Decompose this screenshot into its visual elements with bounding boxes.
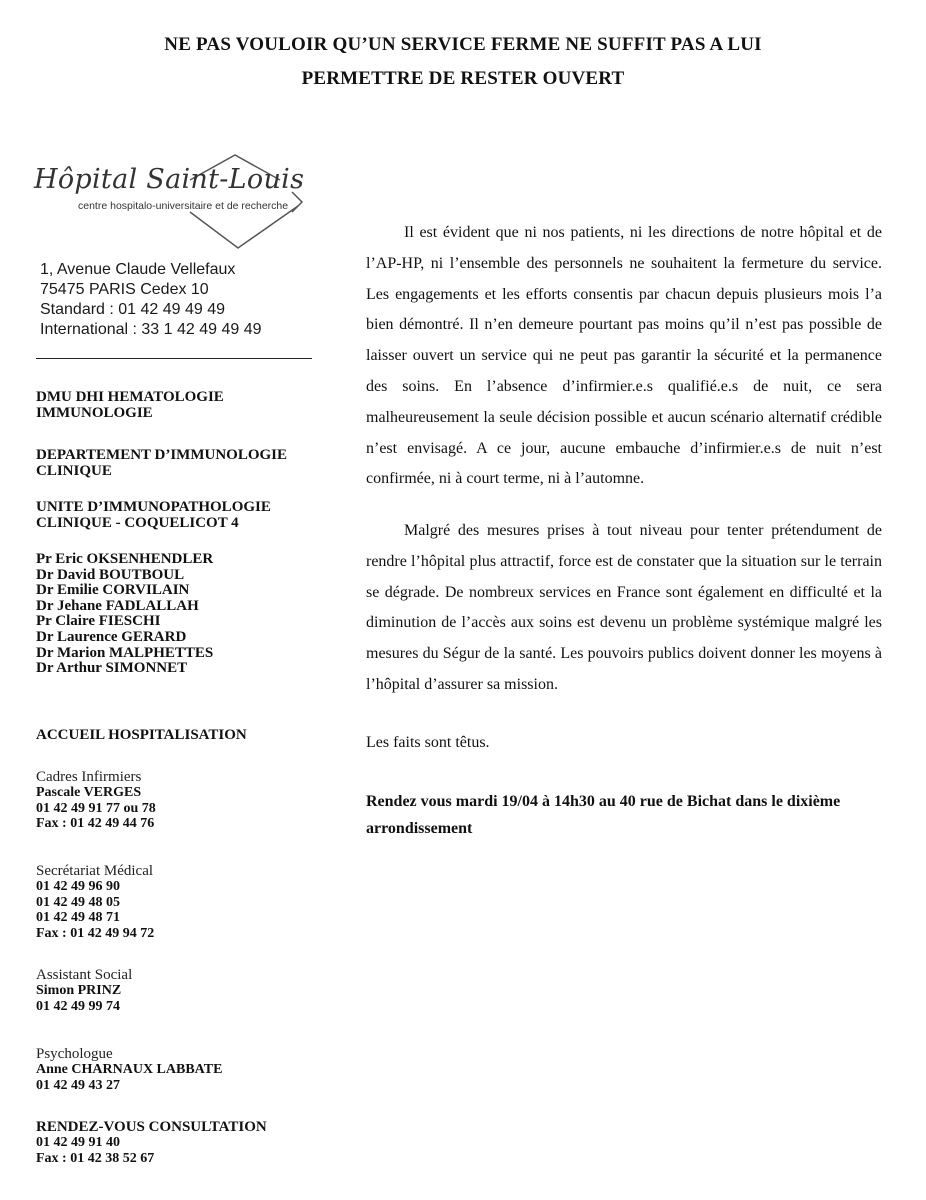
- logo-subtitle: centre hospitalo-universitaire et de recherche: [78, 200, 289, 212]
- secretariat-phone: 01 42 49 48 05: [36, 894, 120, 910]
- unite-heading: UNITE D’IMMUNOPATHOLOGIE CLINIQUE - COQUELICOT 4: [36, 499, 271, 531]
- logo-name: Hôpital Saint-Louis: [34, 164, 305, 195]
- secretariat-phone: 01 42 49 96 90: [36, 879, 120, 894]
- secretariat-label: Secrétariat Médical: [36, 863, 154, 879]
- title-line-2: PERMETTRE DE RESTER OUVERT: [301, 68, 625, 89]
- address-city: 75475 PARIS Cedex 10: [40, 281, 209, 298]
- rdv-consultation-phone: 01 42 49 91 40: [36, 1135, 120, 1150]
- rdv-consultation-block: [36, 1119, 336, 1166]
- rdv-consultation-label: RENDEZ-VOUS CONSULTATION: [36, 1119, 267, 1135]
- hospital-address: [40, 260, 262, 340]
- doctor-name: Dr Arthur SIMONNET: [36, 660, 188, 677]
- assistant-name: Simon PRINZ: [36, 983, 122, 998]
- cadres-phone: 01 42 49 91 77 ou 78: [36, 800, 156, 816]
- psychologue-label: Psychologue: [36, 1046, 113, 1062]
- cadres-label: Cadres Infirmiers: [36, 769, 142, 785]
- body-paragraph-1: Il est évident que ni nos patients, ni les directions de notre hôpital et de l’AP-HP, ni l’ensemble des personnels ne souhaitent la fermeture du service. Les engagements et les efforts consentis par chacun depuis plusieurs mois l’a bien démontré. Il n’en demeure pourtant pas moins qu’il n’est pas possible de laisser ouvert un service qui ne peut pas garantir la sécurité et la permanence des soins. En l’absence d’infirmier.e.s qualifié.e.s de nuit, ce sera malheureusement la seule décision possible et aucun scénario alternatif crédible n’est envisagé. A ce jour, aucune embauche d’infirmier.e.s de nuit n’est confirmée, ni à court terme, ni à l’automne.: [366, 224, 882, 488]
- doctor-name: Dr David BOUTBOUL: [36, 566, 185, 583]
- rdv-consultation-fax: Fax : 01 42 38 52 67: [36, 1150, 155, 1166]
- secretariat-block: [36, 863, 336, 941]
- secretariat-fax: Fax : 01 42 49 94 72: [36, 925, 155, 941]
- doctor-name: Pr Eric OKSENHENDLER: [36, 551, 214, 567]
- dmu-heading: DMU DHI HEMATOLOGIE IMMUNOLOGIE: [36, 389, 224, 421]
- cadres-block: [36, 769, 336, 832]
- body-paragraph-2: Malgré des mesures prises à tout niveau pour tenter prétendument de rendre l’hôpital plus attractif, force est de constater que la situation sur le terrain se dégrade. De nombreux services en France sont également en difficulté et la diminution de l’accès aux soins est devenu un problème systémique malgré les mesures du Ségur de la santé. Les pouvoirs publics doivent donner les moyens à l’hôpital d’assurer sa mission.: [366, 522, 882, 693]
- address-street: 1, Avenue Claude Vellefaux: [40, 261, 236, 278]
- address-divider: [36, 358, 312, 359]
- psychologue-block: [36, 1046, 336, 1093]
- rendezvous-announcement: Rendez vous mardi 19/04 à 14h30 au 40 rue de Bichat dans le dixième arrondissement: [366, 793, 841, 837]
- doctor-name: Dr Laurence GERARD: [36, 628, 187, 645]
- doctors-list: [36, 552, 336, 677]
- cadres-name: Pascale VERGES: [36, 785, 142, 800]
- address-international: International : 33 1 42 49 49 49: [40, 321, 262, 338]
- doctor-name: Dr Jehane FADLALLAH: [36, 597, 199, 614]
- doctor-name: Pr Claire FIESCHI: [36, 613, 161, 630]
- psychologue-phone: 01 42 49 43 27: [36, 1077, 120, 1093]
- address-standard: Standard : 01 42 49 49 49: [40, 301, 226, 318]
- doctor-name: Dr Emilie CORVILAIN: [36, 582, 190, 599]
- cadres-fax: Fax : 01 42 49 44 76: [36, 816, 155, 831]
- secretariat-phone: 01 42 49 48 71: [36, 910, 120, 925]
- accueil-heading: ACCUEIL HOSPITALISATION: [36, 727, 247, 743]
- document-title: [0, 28, 926, 96]
- hospital-logo: [30, 150, 340, 260]
- doctor-name: Dr Marion MALPHETTES: [36, 644, 214, 661]
- departement-heading: DEPARTEMENT D’IMMUNOLOGIE CLINIQUE: [36, 447, 288, 479]
- psychologue-name: Anne CHARNAUX LABBATE: [36, 1062, 223, 1077]
- assistant-label: Assistant Social: [36, 967, 133, 983]
- assistant-phone: 01 42 49 99 74: [36, 998, 120, 1014]
- body-paragraph-3: Les faits sont têtus.: [366, 734, 490, 751]
- title-line-1: NE PAS VOULOIR QU’UN SERVICE FERME NE SUFFIT PAS A LUI: [164, 34, 762, 55]
- assistant-block: [36, 967, 336, 1014]
